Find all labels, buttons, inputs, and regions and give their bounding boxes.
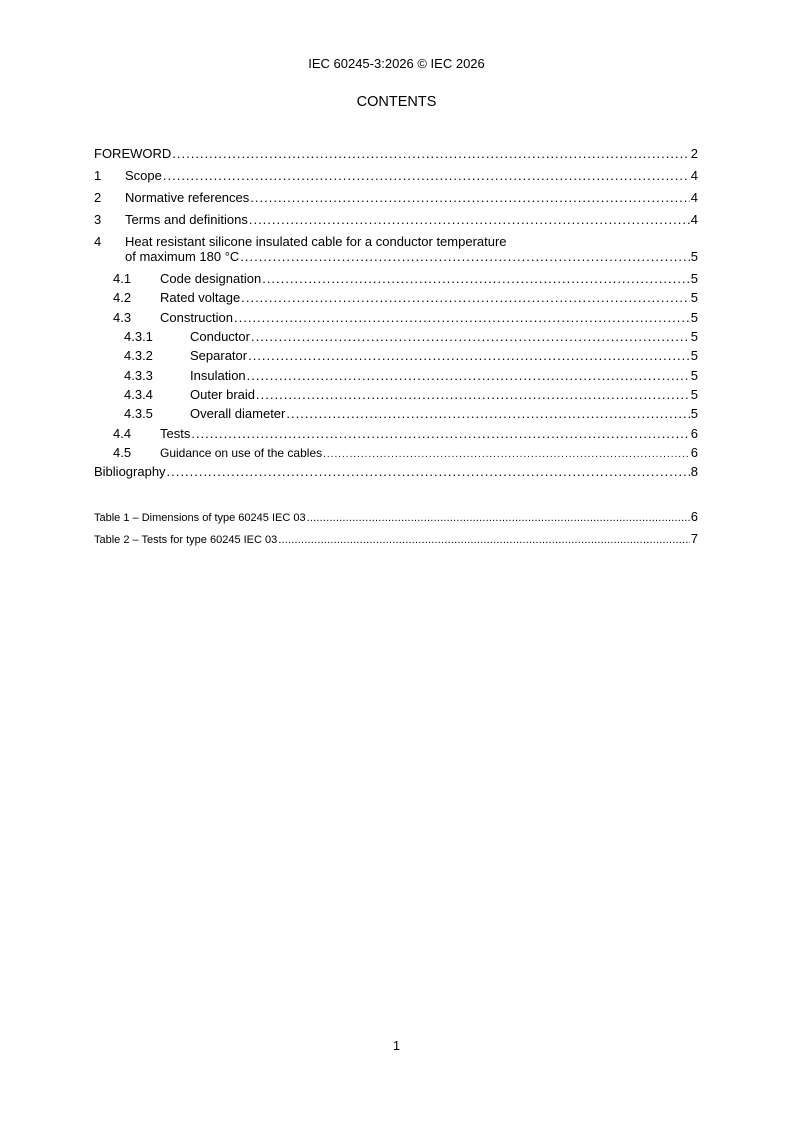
toc-entry-heat-resistant-cable-line1[interactable]	[94, 234, 698, 250]
toc-leader-dots	[307, 510, 690, 526]
toc-leader-dots	[191, 426, 689, 442]
toc-entry-page: 5	[690, 387, 698, 402]
toc-entry-number: 1	[94, 168, 102, 183]
toc-entry-label: Overall diameter	[190, 406, 286, 421]
toc-entry-terms-and-definitions[interactable]	[94, 212, 698, 228]
toc-entry-number: 4.4	[113, 426, 132, 441]
toc-leader-dots	[278, 532, 690, 548]
toc-entry-insulation[interactable]	[124, 368, 698, 384]
toc-entry-label: Table 2 – Tests for type 60245 IEC 03	[94, 534, 278, 546]
toc-entry-number: 4.3.2	[124, 348, 153, 363]
toc-entry-page: 5	[690, 329, 698, 344]
toc-entry-label: Table 1 – Dimensions of type 60245 IEC 03	[94, 512, 306, 524]
toc-leader-dots	[323, 447, 690, 463]
toc-leader-dots	[172, 146, 689, 162]
toc-entry-label: Tests	[160, 426, 191, 441]
toc-leader-dots	[234, 310, 690, 326]
toc-leader-dots	[167, 464, 690, 480]
toc-entry-table-1[interactable]	[94, 509, 698, 526]
page-title: CONTENTS	[356, 94, 437, 110]
toc-leader-dots	[256, 387, 690, 403]
toc-entry-page: 4	[690, 212, 698, 227]
toc-entry-separator[interactable]	[124, 348, 698, 364]
toc-leader-dots	[240, 249, 689, 265]
toc-entry-page: 4	[690, 168, 698, 183]
toc-entry-number: 2	[94, 190, 102, 205]
toc-entry-page: 6	[690, 445, 698, 460]
toc-leader-dots	[241, 290, 690, 306]
page-number: 1	[392, 1038, 401, 1053]
toc-entry-conductor[interactable]	[124, 329, 698, 345]
toc-leader-dots	[247, 368, 690, 384]
toc-entry-number: 4.3.3	[124, 368, 153, 383]
toc-entry-label: Insulation	[190, 368, 246, 383]
toc-entry-page: 5	[690, 348, 698, 363]
toc-entry-label: Conductor	[190, 329, 250, 344]
toc-entry-label: of maximum 180 °C	[125, 249, 240, 264]
toc-entry-page: 8	[690, 464, 698, 479]
toc-leader-dots	[248, 348, 690, 364]
toc-entry-foreword[interactable]	[94, 146, 698, 162]
toc-entry-bibliography[interactable]	[94, 464, 698, 480]
toc-entry-construction[interactable]	[113, 310, 698, 326]
toc-entry-label: Bibliography	[94, 464, 166, 479]
toc-leader-dots	[286, 406, 689, 422]
toc-entry-outer-braid[interactable]	[124, 387, 698, 403]
toc-entry-number: 4.2	[113, 290, 132, 305]
toc-entry-number: 4	[94, 234, 102, 249]
toc-entry-label: Code designation	[160, 271, 262, 286]
toc-leader-dots	[250, 190, 689, 206]
toc-entry-page: 4	[690, 190, 698, 205]
toc-entry-page: 6	[690, 509, 698, 524]
toc-entry-label: Normative references	[125, 190, 250, 205]
toc-entry-number: 4.1	[113, 271, 132, 286]
toc-entry-label: Rated voltage	[160, 290, 241, 305]
toc-entry-label: Separator	[190, 348, 248, 363]
toc-entry-label: Heat resistant silicone insulated cable for a conductor temperature	[125, 234, 507, 249]
toc-entry-page: 5	[690, 271, 698, 286]
toc-leader-dots	[163, 168, 690, 184]
toc-entry-number: 4.3	[113, 310, 132, 325]
toc-entry-number: 4.3.1	[124, 329, 153, 344]
toc-entry-label: Outer braid	[190, 387, 256, 402]
toc-entry-number: 4.5	[113, 445, 132, 460]
toc-entry-tests[interactable]	[113, 426, 698, 442]
toc-entry-page: 7	[690, 531, 698, 546]
toc-entry-number: 4.3.4	[124, 387, 153, 402]
toc-entry-normative-references[interactable]	[94, 190, 698, 206]
toc-entry-scope[interactable]	[94, 168, 698, 184]
toc-leader-dots	[249, 212, 690, 228]
toc-entry-number: 4.3.5	[124, 406, 153, 421]
toc-entry-label: Guidance on use of the cables	[160, 446, 323, 460]
toc-entry-page: 5	[690, 290, 698, 305]
toc-entry-guidance[interactable]	[113, 445, 698, 463]
toc-leader-dots	[262, 271, 690, 287]
toc-entry-code-designation[interactable]	[113, 271, 698, 287]
toc-entry-overall-diameter[interactable]	[124, 406, 698, 422]
toc-entry-label: Construction	[160, 310, 233, 325]
toc-leader-dots	[251, 329, 690, 345]
toc-entry-page: 5	[690, 368, 698, 383]
toc-entry-heat-resistant-cable-line2[interactable]	[125, 249, 698, 265]
toc-entry-label: Scope	[125, 168, 162, 183]
toc-entry-table-2[interactable]	[94, 531, 698, 548]
toc-entry-label: Terms and definitions	[125, 212, 248, 227]
toc-entry-label: FOREWORD	[94, 146, 172, 161]
toc-entry-number: 3	[94, 212, 102, 227]
document-reference: IEC 60245-3:2026 © IEC 2026	[308, 56, 485, 71]
toc-entry-page: 2	[690, 146, 698, 161]
toc-entry-page: 5	[690, 406, 698, 421]
toc-entry-page: 5	[690, 249, 698, 264]
toc-entry-page: 5	[690, 310, 698, 325]
toc-entry-rated-voltage[interactable]	[113, 290, 698, 306]
toc-entry-page: 6	[690, 426, 698, 441]
